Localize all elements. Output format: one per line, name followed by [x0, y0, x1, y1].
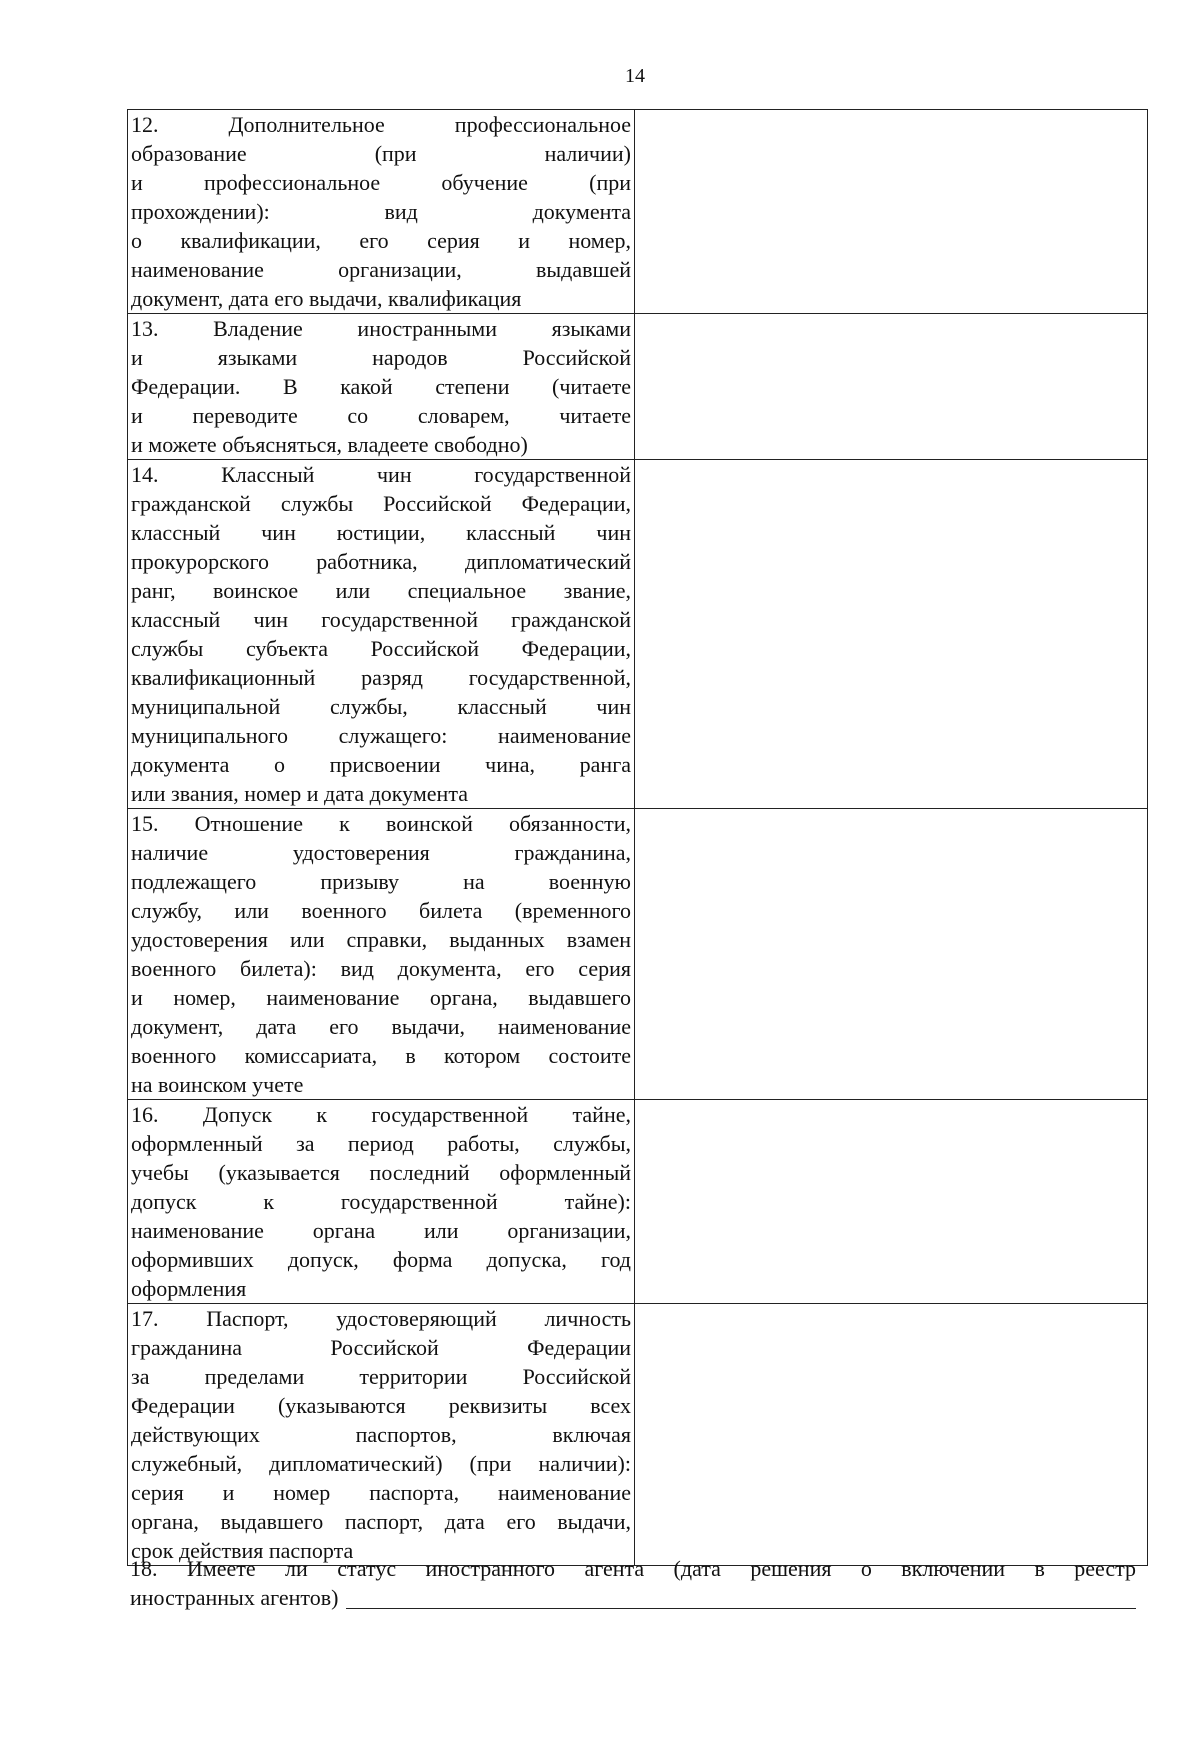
- question-text-line: гражданской службы Российской Федерации,: [131, 491, 631, 516]
- question-text-line: за пределами территории Российской: [131, 1364, 631, 1389]
- question-cell: [128, 110, 635, 314]
- question-text-line: действующих паспортов, включая: [131, 1422, 631, 1447]
- question-text-line: документ, дата его выдачи, квалификация: [131, 286, 522, 311]
- page-number: 14: [625, 65, 645, 87]
- item-18-fill-row: [130, 1583, 1136, 1612]
- question-text-line: органа, выдавшего паспорт, дата его выдачи,: [131, 1509, 631, 1534]
- question-text-line: оформленный за период работы, службы,: [131, 1131, 631, 1156]
- question-text-line: подлежащего призыву на военную: [131, 869, 631, 894]
- question-text-line: квалификационный разряд государственной,: [131, 665, 631, 690]
- question-text-line: и профессиональное обучение (при: [131, 170, 631, 195]
- question-text-line: 12. Дополнительное профессиональное: [131, 112, 631, 137]
- question-text-line: учебы (указывается последний оформленный: [131, 1160, 631, 1185]
- question-text-line: и можете объясняться, владеете свободно): [131, 432, 528, 457]
- question-text-line: военного комиссариата, в котором состоите: [131, 1043, 631, 1068]
- question-text-line: допуск к государственной тайне):: [131, 1189, 631, 1214]
- answer-cell[interactable]: [635, 460, 1148, 809]
- question-cell: [128, 1304, 635, 1566]
- question-text-line: службу, или военного билета (временного: [131, 898, 631, 923]
- question-text-line: прохождении): вид документа: [131, 199, 631, 224]
- question-text-line: документа о присвоении чина, ранга: [131, 752, 631, 777]
- question-text-line: оформления: [131, 1276, 247, 1301]
- table-row: [128, 1304, 1148, 1566]
- question-cell: [128, 314, 635, 460]
- question-text-line: наличие удостоверения гражданина,: [131, 840, 631, 865]
- question-text-line: оформивших допуск, форма допуска, год: [131, 1247, 631, 1272]
- question-text-line: и номер, наименование органа, выдавшего: [131, 985, 631, 1010]
- question-text-line: наименование органа или организации,: [131, 1218, 631, 1243]
- answer-cell[interactable]: [635, 110, 1148, 314]
- question-text-line: службы субъекта Российской Федерации,: [131, 636, 631, 661]
- table-row: [128, 110, 1148, 314]
- question-text-line: образование (при наличии): [131, 141, 631, 166]
- question-text-line: Федерации (указываются реквизиты всех: [131, 1393, 631, 1418]
- question-text-line: ранг, воинское или специальное звание,: [131, 578, 631, 603]
- question-text-line: муниципального служащего: наименование: [131, 723, 631, 748]
- question-text-line: гражданина Российской Федерации: [131, 1335, 631, 1360]
- table-row: [128, 314, 1148, 460]
- table-row: [128, 460, 1148, 809]
- question-text-line: или звания, номер и дата документа: [131, 781, 468, 806]
- question-text-line: классный чин государственной гражданской: [131, 607, 631, 632]
- question-text-line: и языками народов Российской: [131, 345, 631, 370]
- question-text-line: 14. Классный чин государственной: [131, 462, 631, 487]
- question-text-line: Федерации. В какой степени (читаете: [131, 374, 631, 399]
- table-row: [128, 1100, 1148, 1304]
- question-text-line: прокурорского работника, дипломатический: [131, 549, 631, 574]
- questionnaire-table: [127, 109, 1148, 1566]
- question-text-line: серия и номер паспорта, наименование: [131, 1480, 631, 1505]
- question-text-line: военного билета): вид документа, его серия: [131, 956, 631, 981]
- answer-cell[interactable]: [635, 314, 1148, 460]
- question-text-line: 17. Паспорт, удостоверяющий личность: [131, 1306, 631, 1331]
- item-18-answer-field[interactable]: [346, 1586, 1136, 1609]
- answer-cell[interactable]: [635, 1304, 1148, 1566]
- question-text-line: о квалификации, его серия и номер,: [131, 228, 631, 253]
- question-text-line: на воинском учете: [131, 1072, 304, 1097]
- question-text-line: и переводите со словарем, читаете: [131, 403, 631, 428]
- item-18-foreign-agent: [130, 1554, 1136, 1612]
- question-text-line: наименование организации, выдавшей: [131, 257, 631, 282]
- question-cell: [128, 1100, 635, 1304]
- question-text-line: муниципальной службы, классный чин: [131, 694, 631, 719]
- question-text-line: классный чин юстиции, классный чин: [131, 520, 631, 545]
- question-text-line: служебный, дипломатический) (при наличии):: [131, 1451, 631, 1476]
- answer-cell[interactable]: [635, 1100, 1148, 1304]
- question-text-line: срок действия паспорта: [131, 1538, 354, 1563]
- question-text-line: 13. Владение иностранными языками: [131, 316, 631, 341]
- item-18-question-end: иностранных агентов): [130, 1585, 339, 1610]
- question-cell: [128, 460, 635, 809]
- question-text-line: 15. Отношение к воинской обязанности,: [131, 811, 631, 836]
- table-row: [128, 809, 1148, 1100]
- question-text-line: документ, дата его выдачи, наименование: [131, 1014, 631, 1039]
- answer-cell[interactable]: [635, 809, 1148, 1100]
- question-text-line: 16. Допуск к государственной тайне,: [131, 1102, 631, 1127]
- item-18-question-line: 18. Имеете ли статус иностранного агента (дата решения о включении в реестр: [130, 1556, 1136, 1581]
- question-text-line: удостоверения или справки, выданных взамен: [131, 927, 631, 952]
- question-cell: [128, 809, 635, 1100]
